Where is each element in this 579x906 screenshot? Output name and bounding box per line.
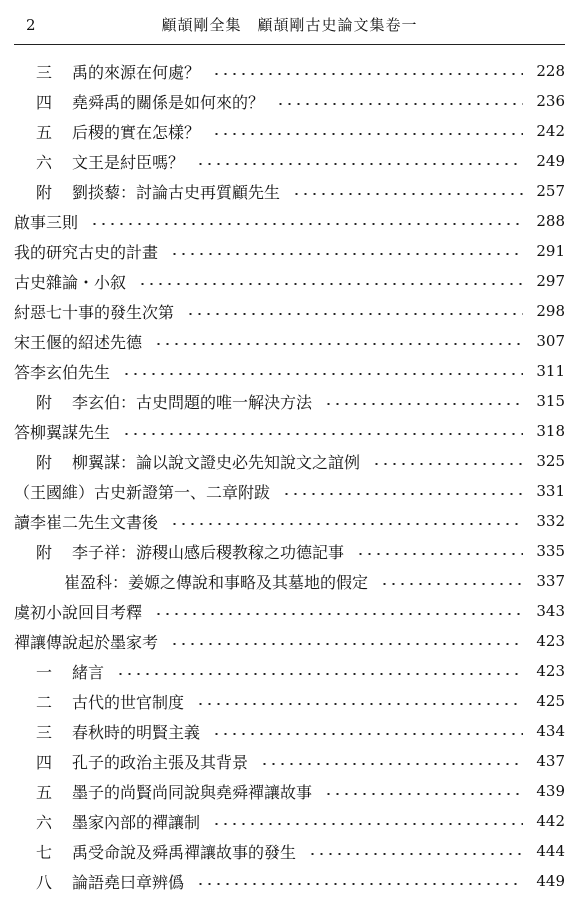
page-number: 2 [26, 16, 36, 34]
toc-entry-title: （王國維）古史新證第一、二章附跋 [14, 482, 271, 502]
toc-entry-page: 335 [536, 542, 565, 560]
toc-entry-page: 288 [536, 212, 565, 230]
toc-entry-page: 442 [536, 812, 565, 830]
toc-entry-page: 298 [536, 302, 565, 320]
toc-entry-title: 李子祥：游稷山感后稷教稼之功德記事 [72, 542, 345, 562]
toc-entry-title: 崔盈科：姜嫄之傳說和事略及其墓地的假定 [64, 572, 369, 592]
toc-entry [14, 266, 565, 296]
toc-entry-title: 答柳翼謀先生 [14, 422, 111, 442]
toc-entry-title: 啟事三則 [14, 212, 79, 232]
toc-entry-title: 柳翼謀：論以說文證史必先知說文之誼例 [72, 452, 361, 472]
dot-leader [122, 433, 523, 435]
toc-entry [14, 476, 565, 506]
toc-entry [14, 236, 565, 266]
toc-entry-title: 虞初小說回目考釋 [14, 602, 143, 622]
toc-entry [14, 146, 565, 176]
toc-entry [14, 356, 565, 386]
toc-entry [14, 776, 565, 806]
toc-entry-page: 236 [536, 92, 565, 110]
toc-entry [14, 836, 565, 866]
toc-entry [14, 566, 565, 596]
toc-entry-page: 315 [536, 392, 565, 410]
dot-leader [186, 313, 523, 315]
running-header [14, 0, 565, 45]
toc-entry-title: 禹受命說及舜禹禪讓故事的發生 [72, 842, 297, 862]
toc-entry-title: 古代的世官制度 [72, 692, 185, 712]
toc-entry-page: 439 [536, 782, 565, 800]
dot-leader [260, 763, 523, 765]
toc-entry-number: 一 [36, 662, 53, 682]
toc-entry-title: 讀李崔二先生文書後 [14, 512, 159, 532]
toc-entry-page: 332 [536, 512, 565, 530]
dot-leader [282, 493, 523, 495]
toc-entry [14, 56, 565, 86]
toc-entry-title: 宋王偃的紹述先德 [14, 332, 143, 352]
toc-entry [14, 866, 565, 896]
toc-entry [14, 716, 565, 746]
toc-entry [14, 506, 565, 536]
toc-entry-page: 331 [536, 482, 565, 500]
toc-entry [14, 206, 565, 236]
toc-entry-page: 325 [536, 452, 565, 470]
toc-entry-page: 297 [536, 272, 565, 290]
dot-leader [308, 853, 523, 855]
dot-leader [196, 883, 523, 885]
toc-entry-number: 附 [36, 542, 53, 562]
toc-entry-title: 禹的來源在何處？ [72, 62, 201, 82]
dot-leader [170, 253, 523, 255]
toc-entry [14, 326, 565, 356]
toc-entry-title: 禪讓傳說起於墨家考 [14, 632, 159, 652]
running-title: 顧頡剛全集 顧頡剛古史論文集卷一 [161, 16, 418, 34]
dot-leader [154, 613, 523, 615]
toc-entry-number: 五 [36, 122, 53, 142]
dot-leader [196, 163, 523, 165]
toc-entry-number: 四 [36, 92, 53, 112]
toc-entry [14, 746, 565, 776]
toc-entry-page: 318 [536, 422, 565, 440]
dot-leader [154, 343, 523, 345]
toc-entry-page: 449 [536, 872, 565, 890]
table-of-contents [14, 56, 565, 896]
toc-entry-page: 242 [536, 122, 565, 140]
toc-entry-title: 紂惡七十事的發生次第 [14, 302, 175, 322]
toc-entry [14, 116, 565, 146]
dot-leader [116, 673, 523, 675]
toc-entry [14, 416, 565, 446]
toc-entry-page: 423 [536, 662, 565, 680]
toc-entry [14, 596, 565, 626]
toc-entry-number: 附 [36, 392, 53, 412]
toc-entry-number: 附 [36, 452, 53, 472]
toc-entry-title: 孔子的政治主張及其背景 [72, 752, 249, 772]
dot-leader [212, 133, 523, 135]
toc-entry-title: 緒言 [72, 662, 105, 682]
toc-entry-page: 311 [536, 362, 565, 380]
toc-entry-title: 劉掞藜：討論古史再質顧先生 [72, 182, 281, 202]
toc-entry-page: 249 [536, 152, 565, 170]
toc-entry-number: 六 [36, 812, 53, 832]
toc-entry-title: 論語堯曰章辨僞 [72, 872, 185, 892]
toc-entry-page: 423 [536, 632, 565, 650]
dot-leader [292, 193, 523, 195]
toc-entry-title: 古史雜論・小叙 [14, 272, 127, 292]
dot-leader [138, 283, 523, 285]
toc-entry-title: 墨子的尚賢尚同說與堯舜禪讓故事 [72, 782, 313, 802]
toc-entry-page: 307 [536, 332, 565, 350]
dot-leader [324, 403, 523, 405]
dot-leader [380, 583, 523, 585]
toc-entry-title: 春秋時的明賢主義 [72, 722, 201, 742]
toc-entry [14, 626, 565, 656]
toc-entry [14, 686, 565, 716]
dot-leader [170, 523, 523, 525]
toc-entry [14, 806, 565, 836]
dot-leader [356, 553, 523, 555]
toc-entry-number: 四 [36, 752, 53, 772]
toc-entry [14, 176, 565, 206]
toc-entry-title: 后稷的實在怎樣？ [72, 122, 201, 142]
toc-entry-title: 墨家內部的禪讓制 [72, 812, 201, 832]
toc-entry-number: 七 [36, 842, 53, 862]
toc-entry [14, 86, 565, 116]
toc-entry [14, 446, 565, 476]
dot-leader [372, 463, 523, 465]
toc-entry-number: 二 [36, 692, 53, 712]
toc-entry-title: 答李玄伯先生 [14, 362, 111, 382]
toc-entry-title: 我的研究古史的計畫 [14, 242, 159, 262]
toc-entry-page: 343 [536, 602, 565, 620]
dot-leader [212, 733, 523, 735]
dot-leader [212, 823, 523, 825]
toc-entry-page: 291 [536, 242, 565, 260]
toc-entry-title: 堯舜禹的關係是如何來的？ [72, 92, 265, 112]
toc-entry [14, 656, 565, 686]
toc-entry [14, 536, 565, 566]
dot-leader [324, 793, 523, 795]
toc-entry-page: 425 [536, 692, 565, 710]
dot-leader [276, 103, 523, 105]
toc-entry-title: 文王是紂臣嗎？ [72, 152, 185, 172]
toc-entry-number: 六 [36, 152, 53, 172]
toc-entry-number: 三 [36, 722, 53, 742]
toc-entry-page: 337 [536, 572, 565, 590]
dot-leader [90, 223, 523, 225]
toc-entry-page: 444 [536, 842, 565, 860]
toc-entry [14, 296, 565, 326]
toc-entry-page: 437 [536, 752, 565, 770]
toc-entry-page: 228 [536, 62, 565, 80]
dot-leader [212, 73, 523, 75]
dot-leader [196, 703, 523, 705]
toc-entry-page: 257 [536, 182, 565, 200]
dot-leader [122, 373, 523, 375]
toc-entry-title: 李玄伯：古史問題的唯一解決方法 [72, 392, 313, 412]
toc-entry-number: 八 [36, 872, 53, 892]
toc-entry-number: 三 [36, 62, 53, 82]
toc-entry [14, 386, 565, 416]
toc-entry-number: 附 [36, 182, 53, 202]
toc-entry-page: 434 [536, 722, 565, 740]
dot-leader [170, 643, 523, 645]
toc-entry-number: 五 [36, 782, 53, 802]
